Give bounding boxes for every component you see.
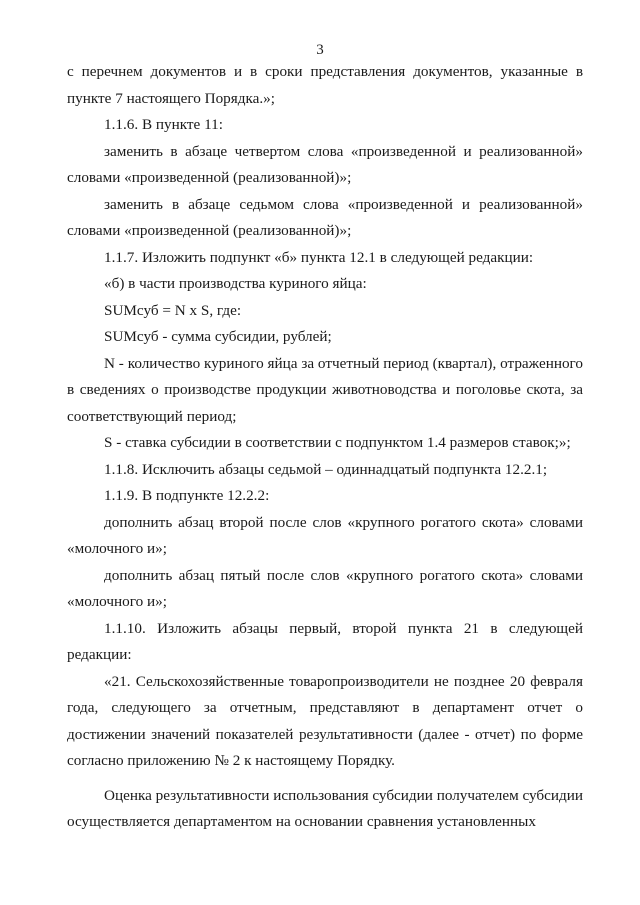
paragraph-1-1-6: 1.1.6. В пункте 11: [104,116,223,133]
document-body [67,59,583,836]
paragraph-subitem-b: «б) в части производства куриного яйца: [104,275,367,292]
paragraph-n-definition: N - количество куриного яйца за отчетный период (квартал), отраженного в сведениях о производстве продукции животноводства и поголовье скота, за соответствующий период; [67,354,583,425]
paragraph-continuation: с перечнем документов и в сроки представления документов, указанные в пункте 7 настоящего Порядка.»; [67,63,583,107]
paragraph-item-21: «21. Сельскохозяйственные товаропроизводители не позднее 20 февраля года, следующего за отчетным, представляют в департамент отчет о достижении значений показателей результативности (далее - отчет) по форме согласно приложению № 2 к настоящему Порядку. [67,672,583,769]
paragraph-s-definition: S - ставка субсидии в соответствии с подпунктом 1.4 размеров ставок;»; [104,434,571,451]
page-number: 3 [316,42,324,58]
paragraph-supplement-fifth: дополнить абзац пятый после слов «крупного рогатого скота» словами «молочного и»; [67,566,583,610]
paragraph-supplement-second: дополнить абзац второй после слов «крупного рогатого скота» словами «молочного и»; [67,513,583,557]
paragraph-1-1-9: 1.1.9. В подпункте 12.2.2: [104,487,270,504]
paragraph-1-1-10: 1.1.10. Изложить абзацы первый, второй пункта 21 в следующей редакции: [67,619,583,663]
paragraph-replace-fourth: заменить в абзаце четвертом слова «произведенной и реализованной» словами «произведенной (реализованной)»; [67,142,583,186]
paragraph-formula: SUMсуб = N x S, где: [104,301,242,319]
paragraph-sum-definition: SUMсуб - сумма субсидии, рублей; [104,328,332,345]
paragraph-1-1-7: 1.1.7. Изложить подпункт «б» пункта 12.1 в следующей редакции: [104,248,534,266]
paragraph-1-1-8: 1.1.8. Исключить абзацы седьмой – одиннадцатый подпункта 12.2.1; [104,460,548,478]
paragraph-evaluation: Оценка результативности использования субсидии получателем субсидии осуществляется департаментом на основании сравнения установленных [67,786,583,830]
paragraph-replace-seventh: заменить в абзаце седьмом слова «произведенной и реализованной» словами «произведенной (реализованной)»; [67,195,583,239]
